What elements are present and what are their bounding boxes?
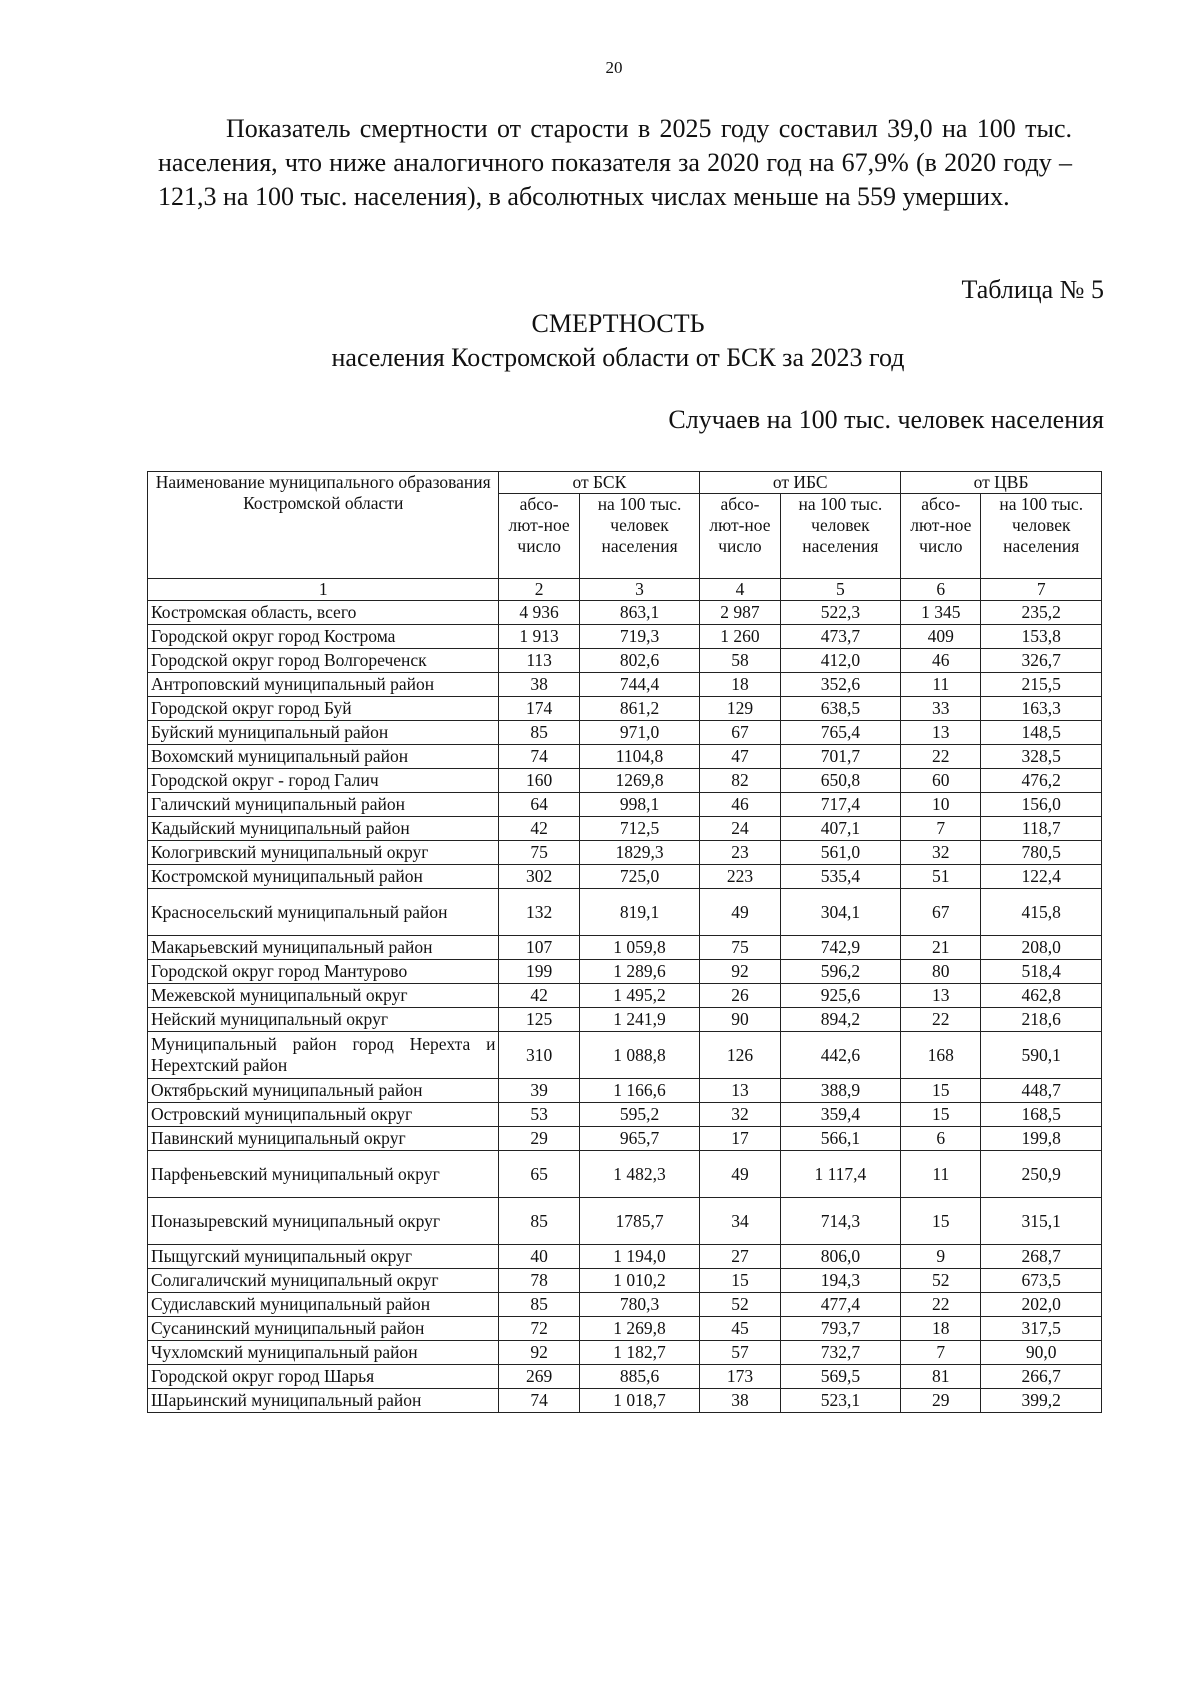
- cell-cvb-rate: 268,7: [981, 1245, 1102, 1269]
- cell-cvb-absolute: 10: [901, 793, 981, 817]
- cell-bsk-rate: 744,4: [579, 673, 700, 697]
- cell-cvb-absolute: 46: [901, 649, 981, 673]
- column-number: 6: [901, 579, 981, 601]
- subheader-rate: на 100 тыс. человек населения: [579, 494, 700, 579]
- cell-ibs-absolute: 13: [700, 1079, 780, 1103]
- table-label: Таблица № 5: [961, 275, 1104, 304]
- table-row: [148, 960, 1102, 984]
- cell-cvb-rate: 590,1: [981, 1032, 1102, 1079]
- page-number: 20: [605, 58, 623, 77]
- cell-cvb-absolute: 11: [901, 1151, 981, 1198]
- cell-cvb-rate: 518,4: [981, 960, 1102, 984]
- cell-cvb-rate: 315,1: [981, 1198, 1102, 1245]
- cell-bsk-absolute: 72: [499, 1317, 579, 1341]
- cell-cvb-rate: 399,2: [981, 1389, 1102, 1413]
- cell-ibs-rate: 412,0: [780, 649, 901, 673]
- table-row: [148, 793, 1102, 817]
- cell-bsk-absolute: 174: [499, 697, 579, 721]
- cell-ibs-absolute: 15: [700, 1269, 780, 1293]
- table-row: [148, 1389, 1102, 1413]
- cell-bsk-absolute: 64: [499, 793, 579, 817]
- subheader-absolute: абсо-лют-ное число: [901, 494, 981, 579]
- table-row: [148, 841, 1102, 865]
- cell-ibs-absolute: 2 987: [700, 601, 780, 625]
- cell-bsk-rate: 971,0: [579, 721, 700, 745]
- cell-cvb-absolute: 29: [901, 1389, 981, 1413]
- cell-cvb-absolute: 51: [901, 865, 981, 889]
- cell-cvb-absolute: 15: [901, 1103, 981, 1127]
- cell-ibs-absolute: 82: [700, 769, 780, 793]
- cell-ibs-absolute: 45: [700, 1317, 780, 1341]
- cell-bsk-absolute: 107: [499, 936, 579, 960]
- column-number-row: [148, 579, 1102, 601]
- cell-bsk-absolute: 125: [499, 1008, 579, 1032]
- table-title: СМЕРТНОСТЬ: [531, 309, 705, 338]
- row-region-name: Костромская область, всего: [148, 601, 499, 625]
- cell-cvb-rate: 208,0: [981, 936, 1102, 960]
- cell-ibs-absolute: 27: [700, 1245, 780, 1269]
- cell-ibs-absolute: 49: [700, 889, 780, 936]
- table-row: [148, 745, 1102, 769]
- table-row: [148, 1103, 1102, 1127]
- cell-bsk-absolute: 199: [499, 960, 579, 984]
- table-row: [148, 1341, 1102, 1365]
- cell-ibs-absolute: 52: [700, 1293, 780, 1317]
- cell-bsk-absolute: 132: [499, 889, 579, 936]
- cell-bsk-rate: 802,6: [579, 649, 700, 673]
- cell-bsk-absolute: 74: [499, 1389, 579, 1413]
- column-number: 1: [148, 579, 499, 601]
- subheader-rate: на 100 тыс. человек населения: [780, 494, 901, 579]
- cell-cvb-rate: 328,5: [981, 745, 1102, 769]
- row-region-name: Городской округ город Кострома: [148, 625, 499, 649]
- cell-bsk-rate: 1 495,2: [579, 984, 700, 1008]
- cell-bsk-rate: 965,7: [579, 1127, 700, 1151]
- row-region-name: Красносельский муниципальный район: [148, 889, 499, 936]
- cell-bsk-absolute: 42: [499, 817, 579, 841]
- cell-ibs-absolute: 38: [700, 1389, 780, 1413]
- cell-bsk-rate: 712,5: [579, 817, 700, 841]
- table-header-row: [148, 472, 1102, 494]
- table-row: [148, 817, 1102, 841]
- header-group-bsk: от БСК: [499, 472, 700, 494]
- row-region-name: Парфеньевский муниципальный округ: [148, 1151, 499, 1198]
- subheader-rate: на 100 тыс. человек населения: [981, 494, 1102, 579]
- cell-cvb-rate: 168,5: [981, 1103, 1102, 1127]
- cell-bsk-rate: 861,2: [579, 697, 700, 721]
- cell-bsk-rate: 1 059,8: [579, 936, 700, 960]
- cell-cvb-absolute: 21: [901, 936, 981, 960]
- cell-bsk-rate: 1829,3: [579, 841, 700, 865]
- subheader-absolute: абсо-лют-ное число: [700, 494, 780, 579]
- cell-bsk-rate: 719,3: [579, 625, 700, 649]
- cell-cvb-absolute: 32: [901, 841, 981, 865]
- row-region-name: Городской округ - город Галич: [148, 769, 499, 793]
- table-row: [148, 673, 1102, 697]
- cell-cvb-absolute: 9: [901, 1245, 981, 1269]
- cell-ibs-rate: 535,4: [780, 865, 901, 889]
- cell-cvb-rate: 153,8: [981, 625, 1102, 649]
- cell-bsk-absolute: 85: [499, 1293, 579, 1317]
- column-number: 4: [700, 579, 780, 601]
- cell-ibs-absolute: 17: [700, 1127, 780, 1151]
- cell-bsk-rate: 1269,8: [579, 769, 700, 793]
- column-number: 5: [780, 579, 901, 601]
- cell-bsk-absolute: 1 913: [499, 625, 579, 649]
- cell-ibs-absolute: 32: [700, 1103, 780, 1127]
- cell-cvb-rate: 218,6: [981, 1008, 1102, 1032]
- table-body: [148, 601, 1102, 1413]
- cell-bsk-absolute: 53: [499, 1103, 579, 1127]
- cell-bsk-rate: 1 289,6: [579, 960, 700, 984]
- table-row: [148, 1198, 1102, 1245]
- cell-cvb-rate: 215,5: [981, 673, 1102, 697]
- cell-cvb-absolute: 52: [901, 1269, 981, 1293]
- table-row: [148, 1079, 1102, 1103]
- cell-cvb-absolute: 67: [901, 889, 981, 936]
- cell-ibs-absolute: 92: [700, 960, 780, 984]
- table-row: [148, 1008, 1102, 1032]
- table-row: [148, 649, 1102, 673]
- cell-cvb-absolute: 60: [901, 769, 981, 793]
- cell-ibs-rate: 925,6: [780, 984, 901, 1008]
- cell-bsk-rate: 863,1: [579, 601, 700, 625]
- table-row: [148, 1317, 1102, 1341]
- row-region-name: Сусанинский муниципальный район: [148, 1317, 499, 1341]
- table-row: [148, 984, 1102, 1008]
- cell-ibs-rate: 638,5: [780, 697, 901, 721]
- row-region-name: Городской округ город Буй: [148, 697, 499, 721]
- cell-bsk-rate: 819,1: [579, 889, 700, 936]
- cell-bsk-rate: 1 010,2: [579, 1269, 700, 1293]
- cell-cvb-rate: 235,2: [981, 601, 1102, 625]
- cell-ibs-absolute: 49: [700, 1151, 780, 1198]
- cell-bsk-rate: 1 241,9: [579, 1008, 700, 1032]
- row-region-name: Островский муниципальный округ: [148, 1103, 499, 1127]
- cell-ibs-absolute: 18: [700, 673, 780, 697]
- cell-cvb-absolute: 409: [901, 625, 981, 649]
- row-region-name: Шарьинский муниципальный район: [148, 1389, 499, 1413]
- cell-bsk-absolute: 74: [499, 745, 579, 769]
- cell-ibs-absolute: 58: [700, 649, 780, 673]
- cell-bsk-rate: 595,2: [579, 1103, 700, 1127]
- cell-bsk-absolute: 302: [499, 865, 579, 889]
- cell-bsk-rate: 1 482,3: [579, 1151, 700, 1198]
- cell-ibs-absolute: 1 260: [700, 625, 780, 649]
- cell-ibs-rate: 477,4: [780, 1293, 901, 1317]
- cell-ibs-absolute: 26: [700, 984, 780, 1008]
- cell-cvb-absolute: 15: [901, 1198, 981, 1245]
- cell-cvb-absolute: 18: [901, 1317, 981, 1341]
- table-subtitle: населения Костромской области от БСК за 2023 год: [331, 343, 905, 372]
- cell-bsk-absolute: 40: [499, 1245, 579, 1269]
- table-row: [148, 721, 1102, 745]
- cell-cvb-absolute: 168: [901, 1032, 981, 1079]
- cell-ibs-absolute: 90: [700, 1008, 780, 1032]
- cell-ibs-rate: 304,1: [780, 889, 901, 936]
- cell-bsk-absolute: 4 936: [499, 601, 579, 625]
- row-region-name: Пыщугский муниципальный округ: [148, 1245, 499, 1269]
- row-region-name: Городской округ город Волгореченск: [148, 649, 499, 673]
- cell-cvb-absolute: 22: [901, 1008, 981, 1032]
- cell-cvb-absolute: 15: [901, 1079, 981, 1103]
- subheader-absolute: абсо-лют-ное число: [499, 494, 579, 579]
- cell-cvb-absolute: 22: [901, 1293, 981, 1317]
- cell-cvb-rate: 266,7: [981, 1365, 1102, 1389]
- cell-cvb-rate: 250,9: [981, 1151, 1102, 1198]
- cell-ibs-rate: 894,2: [780, 1008, 901, 1032]
- cell-bsk-absolute: 65: [499, 1151, 579, 1198]
- table-row: [148, 1032, 1102, 1079]
- cell-cvb-rate: 156,0: [981, 793, 1102, 817]
- table-row: [148, 1365, 1102, 1389]
- cell-cvb-rate: 118,7: [981, 817, 1102, 841]
- cell-cvb-absolute: 13: [901, 984, 981, 1008]
- cell-ibs-absolute: 129: [700, 697, 780, 721]
- table-row: [148, 865, 1102, 889]
- cell-ibs-absolute: 75: [700, 936, 780, 960]
- cell-ibs-absolute: 173: [700, 1365, 780, 1389]
- intro-paragraph: Показатель смертности от старости в 2025 году составил 39,0 на 100 тыс. населения, что ниже аналогичного показателя за 2020 год на 67,9% (в 2020 году – 121,3 на 100 тыс. населения), в абсолютных числах меньше на 559 умерших.: [158, 114, 1072, 211]
- cell-ibs-rate: 522,3: [780, 601, 901, 625]
- row-region-name: Макарьевский муниципальный район: [148, 936, 499, 960]
- cell-ibs-rate: 442,6: [780, 1032, 901, 1079]
- mortality-table: [147, 471, 1102, 1413]
- cell-ibs-rate: 569,5: [780, 1365, 901, 1389]
- cell-cvb-rate: 90,0: [981, 1341, 1102, 1365]
- table-units: Случаев на 100 тыс. человек населения: [668, 405, 1104, 434]
- table-row: [148, 625, 1102, 649]
- row-region-name: Городской округ город Мантурово: [148, 960, 499, 984]
- table-row: [148, 1127, 1102, 1151]
- cell-cvb-rate: 673,5: [981, 1269, 1102, 1293]
- cell-bsk-absolute: 42: [499, 984, 579, 1008]
- cell-cvb-absolute: 11: [901, 673, 981, 697]
- header-group-ibs: от ИБС: [700, 472, 901, 494]
- cell-bsk-rate: 1 166,6: [579, 1079, 700, 1103]
- cell-cvb-rate: 163,3: [981, 697, 1102, 721]
- cell-ibs-rate: 765,4: [780, 721, 901, 745]
- row-region-name: Чухломский муниципальный район: [148, 1341, 499, 1365]
- cell-ibs-rate: 701,7: [780, 745, 901, 769]
- cell-bsk-rate: 885,6: [579, 1365, 700, 1389]
- cell-ibs-rate: 194,3: [780, 1269, 901, 1293]
- cell-bsk-rate: 1 269,8: [579, 1317, 700, 1341]
- cell-bsk-absolute: 160: [499, 769, 579, 793]
- table-row: [148, 936, 1102, 960]
- cell-ibs-rate: 806,0: [780, 1245, 901, 1269]
- cell-bsk-absolute: 310: [499, 1032, 579, 1079]
- cell-bsk-absolute: 29: [499, 1127, 579, 1151]
- cell-bsk-absolute: 92: [499, 1341, 579, 1365]
- table-row: [148, 1245, 1102, 1269]
- table-row: [148, 889, 1102, 936]
- table-row: [148, 601, 1102, 625]
- cell-ibs-absolute: 57: [700, 1341, 780, 1365]
- table-row: [148, 697, 1102, 721]
- cell-bsk-rate: 780,3: [579, 1293, 700, 1317]
- row-region-name: Муниципальный район город Нерехта и Нерехтский район: [148, 1032, 499, 1079]
- header-name-column: Наименование муниципального образования Костромской области: [148, 472, 499, 579]
- cell-bsk-rate: 1 182,7: [579, 1341, 700, 1365]
- column-number: 2: [499, 579, 579, 601]
- cell-ibs-rate: 561,0: [780, 841, 901, 865]
- cell-cvb-rate: 202,0: [981, 1293, 1102, 1317]
- cell-bsk-absolute: 269: [499, 1365, 579, 1389]
- table-row: [148, 769, 1102, 793]
- row-region-name: Кологривский муниципальный округ: [148, 841, 499, 865]
- cell-ibs-rate: 732,7: [780, 1341, 901, 1365]
- cell-bsk-absolute: 85: [499, 1198, 579, 1245]
- cell-cvb-absolute: 7: [901, 1341, 981, 1365]
- cell-cvb-rate: 462,8: [981, 984, 1102, 1008]
- cell-bsk-absolute: 78: [499, 1269, 579, 1293]
- cell-ibs-rate: 650,8: [780, 769, 901, 793]
- cell-ibs-absolute: 46: [700, 793, 780, 817]
- cell-bsk-rate: 1 088,8: [579, 1032, 700, 1079]
- cell-ibs-rate: 717,4: [780, 793, 901, 817]
- cell-bsk-absolute: 85: [499, 721, 579, 745]
- table-row: [148, 1269, 1102, 1293]
- cell-cvb-rate: 476,2: [981, 769, 1102, 793]
- cell-ibs-absolute: 67: [700, 721, 780, 745]
- row-region-name: Вохомский муниципальный район: [148, 745, 499, 769]
- row-region-name: Поназыревский муниципальный округ: [148, 1198, 499, 1245]
- header-group-cvb: от ЦВБ: [901, 472, 1102, 494]
- cell-cvb-rate: 780,5: [981, 841, 1102, 865]
- column-number: 7: [981, 579, 1102, 601]
- cell-cvb-absolute: 81: [901, 1365, 981, 1389]
- row-region-name: Антроповский муниципальный район: [148, 673, 499, 697]
- cell-ibs-rate: 793,7: [780, 1317, 901, 1341]
- cell-ibs-rate: 566,1: [780, 1127, 901, 1151]
- cell-ibs-rate: 742,9: [780, 936, 901, 960]
- cell-ibs-absolute: 223: [700, 865, 780, 889]
- cell-ibs-rate: 359,4: [780, 1103, 901, 1127]
- table-row: [148, 1151, 1102, 1198]
- row-region-name: Нейский муниципальный округ: [148, 1008, 499, 1032]
- cell-bsk-absolute: 39: [499, 1079, 579, 1103]
- cell-cvb-rate: 326,7: [981, 649, 1102, 673]
- cell-ibs-rate: 714,3: [780, 1198, 901, 1245]
- cell-ibs-rate: 407,1: [780, 817, 901, 841]
- cell-bsk-rate: 998,1: [579, 793, 700, 817]
- cell-bsk-absolute: 38: [499, 673, 579, 697]
- cell-ibs-rate: 473,7: [780, 625, 901, 649]
- cell-bsk-rate: 1 194,0: [579, 1245, 700, 1269]
- row-region-name: Галичский муниципальный район: [148, 793, 499, 817]
- cell-bsk-rate: 1785,7: [579, 1198, 700, 1245]
- cell-ibs-absolute: 47: [700, 745, 780, 769]
- cell-bsk-rate: 1104,8: [579, 745, 700, 769]
- cell-ibs-absolute: 23: [700, 841, 780, 865]
- cell-cvb-rate: 317,5: [981, 1317, 1102, 1341]
- cell-ibs-rate: 352,6: [780, 673, 901, 697]
- cell-cvb-absolute: 13: [901, 721, 981, 745]
- cell-ibs-absolute: 34: [700, 1198, 780, 1245]
- cell-cvb-rate: 448,7: [981, 1079, 1102, 1103]
- cell-cvb-absolute: 33: [901, 697, 981, 721]
- cell-bsk-absolute: 75: [499, 841, 579, 865]
- cell-ibs-absolute: 126: [700, 1032, 780, 1079]
- row-region-name: Межевской муниципальный округ: [148, 984, 499, 1008]
- row-region-name: Костромской муниципальный район: [148, 865, 499, 889]
- row-region-name: Городской округ город Шарья: [148, 1365, 499, 1389]
- cell-bsk-rate: 1 018,7: [579, 1389, 700, 1413]
- cell-ibs-absolute: 24: [700, 817, 780, 841]
- table-row: [148, 1293, 1102, 1317]
- cell-cvb-absolute: 6: [901, 1127, 981, 1151]
- cell-bsk-rate: 725,0: [579, 865, 700, 889]
- cell-ibs-rate: 1 117,4: [780, 1151, 901, 1198]
- row-region-name: Павинский муниципальный округ: [148, 1127, 499, 1151]
- column-number: 3: [579, 579, 700, 601]
- row-region-name: Кадыйский муниципальный район: [148, 817, 499, 841]
- row-region-name: Судиславский муниципальный район: [148, 1293, 499, 1317]
- row-region-name: Буйский муниципальный район: [148, 721, 499, 745]
- row-region-name: Октябрьский муниципальный район: [148, 1079, 499, 1103]
- cell-cvb-absolute: 22: [901, 745, 981, 769]
- cell-cvb-absolute: 1 345: [901, 601, 981, 625]
- row-region-name: Солигаличский муниципальный округ: [148, 1269, 499, 1293]
- cell-cvb-rate: 199,8: [981, 1127, 1102, 1151]
- cell-cvb-rate: 148,5: [981, 721, 1102, 745]
- cell-cvb-rate: 122,4: [981, 865, 1102, 889]
- cell-cvb-absolute: 80: [901, 960, 981, 984]
- cell-bsk-absolute: 113: [499, 649, 579, 673]
- cell-ibs-rate: 596,2: [780, 960, 901, 984]
- cell-ibs-rate: 388,9: [780, 1079, 901, 1103]
- cell-ibs-rate: 523,1: [780, 1389, 901, 1413]
- cell-cvb-absolute: 7: [901, 817, 981, 841]
- cell-cvb-rate: 415,8: [981, 889, 1102, 936]
